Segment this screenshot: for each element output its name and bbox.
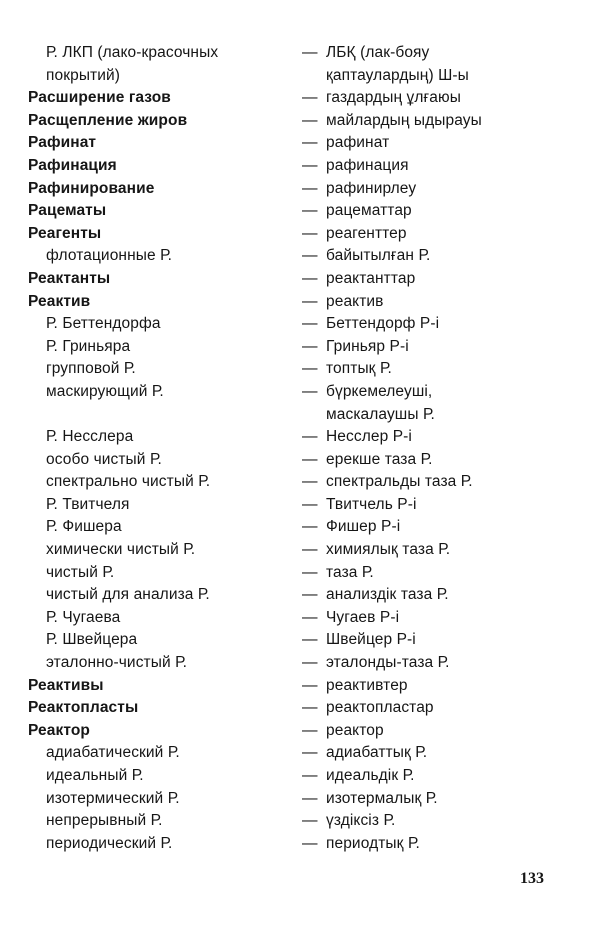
russian-term: Р. Беттендорфа bbox=[46, 315, 161, 333]
russian-term: особо чистый Р. bbox=[46, 450, 162, 468]
entry-dash: — bbox=[302, 586, 318, 604]
dictionary-entry bbox=[28, 584, 528, 607]
entry-dash: — bbox=[302, 495, 318, 513]
kazakh-term: идеальдік Р. bbox=[326, 767, 415, 784]
dictionary-entry bbox=[28, 65, 528, 88]
entry-dash: — bbox=[302, 767, 318, 784]
dictionary-entry bbox=[28, 720, 528, 743]
russian-term: Р. Фишера bbox=[46, 518, 122, 536]
dictionary-entry bbox=[28, 675, 528, 698]
kazakh-term: Твитчель Р-і bbox=[326, 495, 417, 513]
entry-dash: — bbox=[302, 179, 318, 197]
entry-dash: — bbox=[302, 202, 318, 220]
entry-dash: — bbox=[302, 563, 318, 581]
kazakh-term: реактор bbox=[326, 721, 384, 739]
entry-dash: — bbox=[302, 292, 318, 310]
entry-dash: — bbox=[302, 450, 318, 468]
kazakh-term: реактопластар bbox=[326, 699, 434, 717]
russian-term: Реактанты bbox=[28, 269, 111, 287]
dictionary-entry bbox=[28, 449, 528, 472]
dictionary-entry bbox=[28, 810, 528, 833]
entry-dash: — bbox=[302, 631, 318, 649]
kazakh-term: рафинация bbox=[326, 156, 409, 174]
kazakh-term: Беттендорф Р-і bbox=[326, 315, 440, 333]
dictionary-entry bbox=[28, 155, 528, 178]
kazakh-term: майлардың ыдырауы bbox=[326, 111, 482, 129]
russian-term: непрерывный Р. bbox=[46, 812, 163, 830]
entry-dash: — bbox=[302, 654, 318, 672]
russian-term: Реактивы bbox=[28, 676, 104, 694]
russian-term: Рацематы bbox=[28, 202, 107, 220]
dictionary-entry bbox=[28, 313, 528, 336]
kazakh-term: изотермалық Р. bbox=[326, 789, 438, 807]
entry-dash: — bbox=[302, 812, 318, 830]
page-number: 133 bbox=[520, 870, 544, 887]
kazakh-term: спектральды таза Р. bbox=[326, 473, 473, 491]
dictionary-entry bbox=[28, 562, 528, 585]
kazakh-term: байытылған Р. bbox=[326, 247, 431, 265]
entry-dash: — bbox=[302, 315, 318, 333]
dictionary-entry bbox=[28, 652, 528, 675]
entry-dash: — bbox=[302, 360, 318, 378]
russian-term: Р. Чугаева bbox=[46, 608, 121, 626]
kazakh-term: рацематтар bbox=[326, 202, 412, 220]
entry-dash: — bbox=[302, 269, 318, 287]
entry-dash: — bbox=[302, 134, 318, 152]
kazakh-term: ЛБҚ (лак-бояу bbox=[326, 44, 430, 61]
kazakh-term: химиялық таза Р. bbox=[326, 541, 451, 559]
kazakh-term: таза Р. bbox=[326, 563, 374, 581]
russian-term: Р. Твитчеля bbox=[46, 495, 130, 513]
entry-dash: — bbox=[302, 111, 318, 129]
entry-dash: — bbox=[302, 608, 318, 626]
kazakh-term: рафинат bbox=[326, 134, 390, 152]
russian-term: спектрально чистый Р. bbox=[46, 473, 211, 491]
dictionary-entry bbox=[28, 539, 528, 562]
kazakh-term: реагенттер bbox=[326, 224, 407, 242]
entry-dash: — bbox=[302, 541, 318, 559]
entry-dash: — bbox=[302, 224, 318, 242]
kazakh-term: қаптаулардың) Ш-ы bbox=[326, 66, 469, 84]
russian-term: чистый для анализа Р. bbox=[46, 586, 210, 604]
entry-dash: — bbox=[302, 247, 318, 265]
russian-term: Рафинат bbox=[28, 134, 97, 152]
entry-dash: — bbox=[302, 428, 318, 446]
kazakh-term: Фишер Р-і bbox=[326, 518, 401, 536]
entry-dash: — bbox=[302, 744, 318, 762]
kazakh-term: газдардың ұлғаюы bbox=[326, 89, 461, 107]
russian-term: Р. Несслера bbox=[46, 428, 134, 446]
russian-term: изотермический Р. bbox=[46, 789, 180, 807]
russian-term: флотационные Р. bbox=[46, 247, 173, 265]
kazakh-term: Несслер Р-і bbox=[326, 428, 412, 446]
russian-term: Рафинирование bbox=[28, 179, 155, 197]
russian-term: маскирующий Р. bbox=[46, 382, 164, 400]
dictionary-entry bbox=[28, 607, 528, 630]
kazakh-term: периодтық Р. bbox=[326, 834, 420, 852]
kazakh-term: адиабаттық Р. bbox=[326, 744, 428, 762]
dictionary-entry bbox=[28, 358, 528, 381]
dictionary-entry bbox=[28, 87, 528, 110]
russian-term: периодический Р. bbox=[46, 834, 173, 852]
entry-dash: — bbox=[302, 44, 318, 61]
dictionary-entry bbox=[28, 788, 528, 811]
russian-term: Расширение газов bbox=[28, 89, 171, 107]
dictionary-entry bbox=[28, 697, 528, 720]
dictionary-entry bbox=[28, 381, 528, 404]
dictionary-entry bbox=[28, 336, 528, 359]
dictionary-entry bbox=[28, 268, 528, 291]
kazakh-term: рафинирлеу bbox=[326, 179, 417, 197]
kazakh-term: топтық Р. bbox=[326, 360, 392, 378]
entry-dash: — bbox=[302, 518, 318, 536]
dictionary-entry bbox=[28, 42, 528, 65]
entry-dash: — bbox=[302, 156, 318, 174]
dictionary-entry bbox=[28, 110, 528, 133]
dictionary-entry bbox=[28, 178, 528, 201]
russian-term: Реактив bbox=[28, 292, 91, 310]
entry-dash: — bbox=[302, 834, 318, 852]
russian-term: Р. Гриньяра bbox=[46, 337, 131, 355]
dictionary-entry bbox=[28, 765, 528, 788]
kazakh-term: үздіксіз Р. bbox=[326, 812, 396, 830]
russian-term: чистый Р. bbox=[46, 563, 115, 581]
kazakh-term: ерекше таза Р. bbox=[326, 450, 433, 468]
kazakh-term: эталонды-таза Р. bbox=[326, 654, 450, 672]
entry-dash: — bbox=[302, 89, 318, 107]
entry-dash: — bbox=[302, 721, 318, 739]
kazakh-term: маскалаушы Р. bbox=[326, 405, 435, 423]
russian-term: Реагенты bbox=[28, 224, 102, 242]
dictionary-entry bbox=[28, 404, 528, 427]
russian-term: химически чистый Р. bbox=[46, 541, 196, 559]
kazakh-term: реактивтер bbox=[326, 676, 408, 694]
entry-dash: — bbox=[302, 473, 318, 491]
entry-dash: — bbox=[302, 699, 318, 717]
kazakh-term: анализдік таза Р. bbox=[326, 586, 449, 604]
dictionary-entry bbox=[28, 516, 528, 539]
dictionary-entry bbox=[28, 223, 528, 246]
dictionary-entry bbox=[28, 494, 528, 517]
kazakh-term: реактив bbox=[326, 292, 384, 310]
dictionary-entry bbox=[28, 426, 528, 449]
russian-term: покрытий) bbox=[46, 66, 121, 84]
dictionary-entry bbox=[28, 291, 528, 314]
russian-term: идеальный Р. bbox=[46, 767, 144, 784]
russian-term: Реактопласты bbox=[28, 699, 139, 717]
russian-term: Рафинация bbox=[28, 156, 117, 174]
dictionary-entry bbox=[28, 200, 528, 223]
kazakh-term: Гриньяр Р-і bbox=[326, 337, 409, 355]
dictionary-entry bbox=[28, 742, 528, 765]
entry-dash: — bbox=[302, 382, 318, 400]
russian-term: Р. ЛКП (лако-красочных bbox=[46, 44, 219, 61]
russian-term: адиабатический Р. bbox=[46, 744, 180, 762]
entry-dash: — bbox=[302, 676, 318, 694]
kazakh-term: бүркемелеуші, bbox=[326, 382, 433, 400]
kazakh-term: реактанттар bbox=[326, 269, 416, 287]
dictionary-entries bbox=[28, 42, 528, 855]
kazakh-term: Чугаев Р-і bbox=[326, 608, 400, 626]
russian-term: Расщепление жиров bbox=[28, 111, 188, 129]
russian-term: Реактор bbox=[28, 721, 90, 739]
russian-term: эталонно-чистый Р. bbox=[46, 654, 188, 672]
dictionary-entry bbox=[28, 629, 528, 652]
kazakh-term: Швейцер Р-і bbox=[326, 631, 416, 649]
entry-dash: — bbox=[302, 789, 318, 807]
dictionary-entry bbox=[28, 245, 528, 268]
russian-term: групповой Р. bbox=[46, 360, 136, 378]
russian-term: Р. Швейцера bbox=[46, 631, 138, 649]
entry-dash: — bbox=[302, 337, 318, 355]
dictionary-entry bbox=[28, 833, 528, 856]
dictionary-entry bbox=[28, 132, 528, 155]
dictionary-entry bbox=[28, 471, 528, 494]
